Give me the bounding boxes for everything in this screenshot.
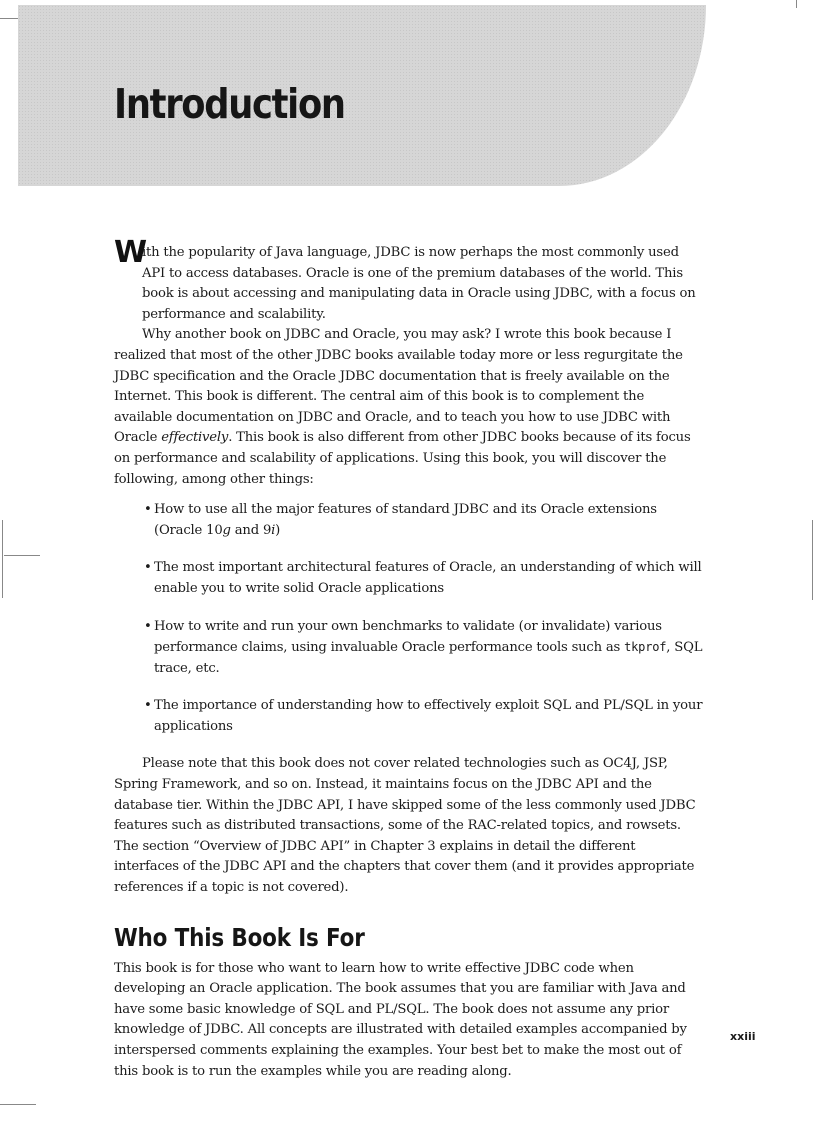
crop-mark-right-line	[812, 520, 813, 600]
emphasis-effectively: effectively	[161, 430, 229, 446]
list-item: • How to use all the major features of standard JDBC and its Oracle extensions (Oracle 10g and 9i)	[114, 500, 704, 541]
drop-cap: W	[114, 235, 147, 270]
list-item: • The importance of understanding how to effectively exploit SQL and PL/SQL in your applications	[114, 696, 704, 737]
crop-mark-left-line	[2, 520, 3, 598]
registration-mark-left	[4, 555, 40, 556]
section-heading: Who This Book Is For	[114, 922, 365, 952]
body-text	[114, 235, 704, 1082]
intro-paragraph-3: Please note that this book does not cover related technologies such as OC4J, JSP, Spring Framework, and so on. Instead, it maintains focus on the JDBC API and the database tier. Within the JDBC API, I have skipped some of the less commonly used JDBC features such as distributed transactions, some of the RAC-related topics, and rowsets. The section “Overview of JDBC API” in Chapter 3 explains in detail the different interfaces of the JDBC API and the chapters that cover them (and it provides appropriate references if a topic is not covered).	[114, 756, 696, 896]
intro-paragraph-1	[114, 235, 704, 325]
crop-mark-top-right	[796, 0, 797, 8]
list-item: • How to write and run your own benchmarks to validate (or invalidate) various performance claims, using invaluable Oracle performance tools such as tkprof, SQL trace, etc.	[114, 617, 704, 680]
list-item: • The most important architectural features of Oracle, an understanding of which will enable you to write solid Oracle applications	[114, 558, 704, 599]
feature-bullet-list	[114, 500, 704, 737]
chapter-title: Introduction	[114, 80, 345, 128]
crop-mark-bottom-left	[0, 1104, 36, 1105]
intro-paragraph-2: Why another book on JDBC and Oracle, you may ask? I wrote this book because I realized that most of the other JDBC books available today more or less regurgitate the JDBC specification and the Oracle JDBC documentation that is freely available on the Internet. This book is different. The central aim of this book is to complement the available documentation on JDBC and Oracle, and to teach you how to use JDBC with Oracle effectively. This book is also different from other JDBC books because of its focus on performance and scalability of applications. Using this book, you will discover the following, among other things:	[114, 327, 691, 487]
code-tkprof: tkprof	[624, 640, 667, 655]
section-paragraph-1: This book is for those who want to learn how to write effective JDBC code when developing an Oracle application. The book assumes that you are familiar with Java and have some basic knowledge of SQL and PL/SQL. The book does not assume any prior knowledge of JDBC. All concepts are illustrated with detailed examples accompanied by interspersed comments explaining the examples. Your best bet to make the most out of this book is to run the examples while you are reading along.	[114, 960, 687, 1079]
intro-paragraph-1-text: ith the popularity of Java language, JDBC is now perhaps the most commonly used API to access databases. Oracle is one of the premium databases of the world. This book is about accessing and manipulating data in Oracle using JDBC, with a focus on performance and scalability.	[142, 245, 696, 322]
page-number: xxiii	[730, 1030, 756, 1043]
